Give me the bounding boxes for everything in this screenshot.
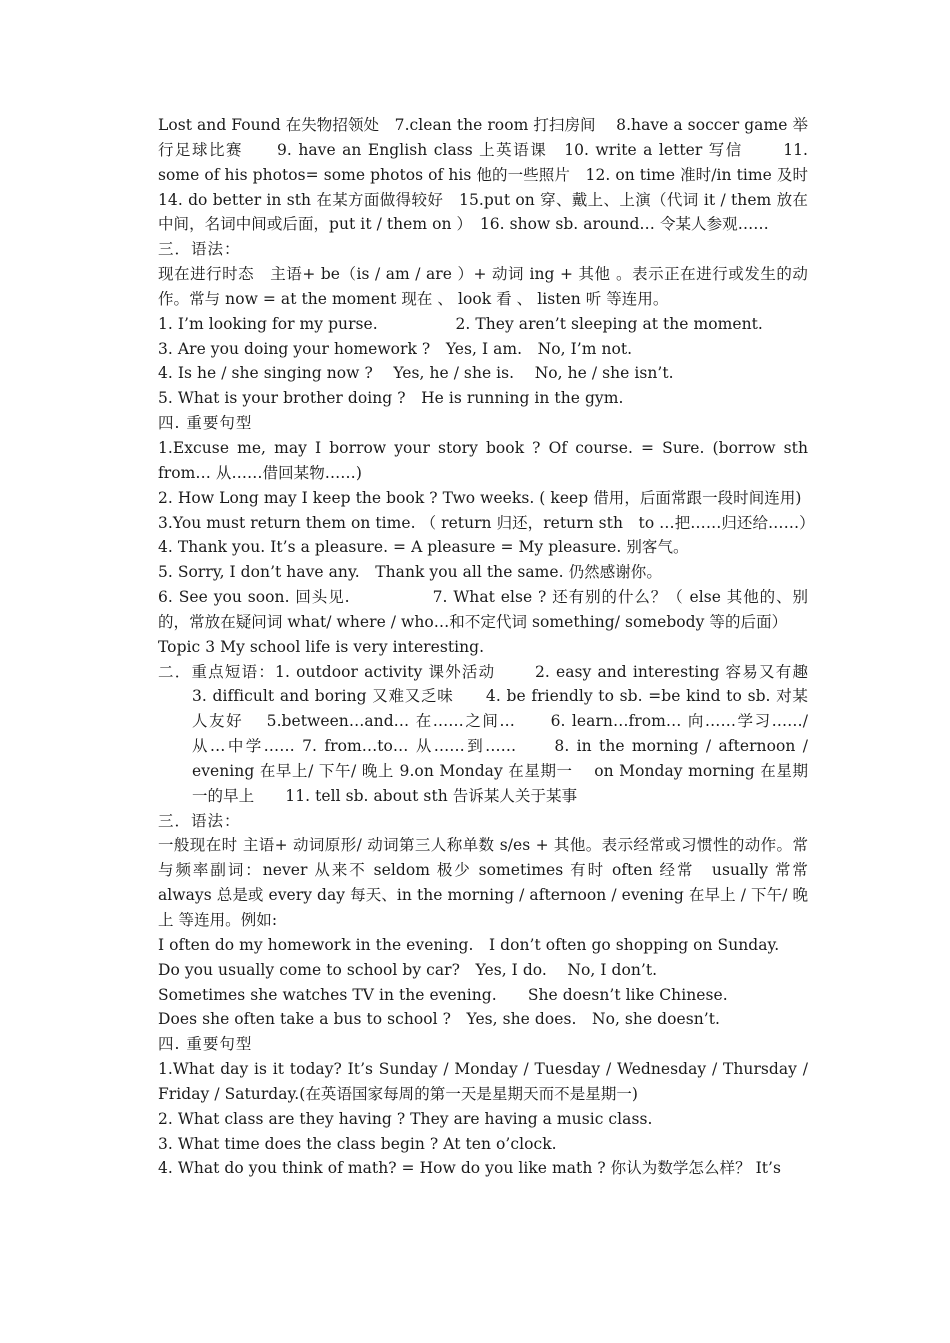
phrase-list-paragraph: Lost and Found 在失物招领处 7.clean the room 打扫房间 8.have a soccer game 举行足球比赛 9. have an English class 上英语课 10. write a letter 写信 11. some of his photos= some photos of his 他的一些照片 12. on time 准时/in time 及时 14. do better in sth 在某方面做得较好 15.put on 穿、戴上、上演（代词 it / them 放在中间，名词中间或后面，put it / them on ） 16. show sb. around… 令某人参观…… [158,116,840,234]
sentence-pattern: 3. What time does the class begin ? At ten o’clock. [158,1134,557,1153]
grammar-heading: 三．语法： [158,811,241,830]
example-line: Do you usually come to school by car? Yes, I do. No, I don’t. [158,960,658,979]
example-line: 3. Are you doing your homework ? Yes, I am. No, I’m not. [158,339,633,358]
grammar-description: 现在进行时态 主语+ be（is / am / are ）+ 动词 ing + 其他 。表示正在进行或发生的动作。常与 now = at the moment 现在 、 look 看 、 listen 听 等连用。 [158,265,808,308]
sentence-pattern: 2. How Long may I keep the book ? Two weeks. ( keep 借用，后面常跟一段时间连用) [158,488,802,507]
sentence-pattern: 4. Thank you. It’s a pleasure. = A pleasure = My pleasure. 别客气。 [158,538,689,557]
grammar-heading: 三．语法： [158,240,241,259]
topic-title: Topic 3 My school life is very interesting. [158,637,485,656]
example-line: I often do my homework in the evening. I don’t often go shopping on Sunday. [158,935,780,954]
sentence-pattern: 2. What class are they having ? They are having a music class. [158,1109,653,1128]
example-line: 4. Is he / she singing now ? Yes, he / she is. No, he / she isn’t. [158,364,674,383]
example-line: 1. I’m looking for my purse. 2. They aren’t sleeping at the moment. [158,314,763,333]
sentence-pattern: 6. See you soon. 回头见. 7. What else ? 还有别的什么？（ else 其他的、别的，常放在疑问词 what/ where / who…和不定代词 something/ somebody 等的后面） [158,588,808,631]
example-line: Sometimes she watches TV in the evening. She doesn’t like Chinese. [158,985,728,1004]
sentence-pattern: 4. What do you think of math? = How do you like math ? 你认为数学怎么样？ It’s [158,1159,782,1178]
document-page [158,113,855,1181]
grammar-description: 一般现在时 主语+ 动词原形/ 动词第三人称单数 s/es + 其他。表示经常或习惯性的动作。常与频率副词：never 从来不 seldom 极少 sometimes 有时 often 经常 usually 常常 always 总是或 every day 每天、in the morning / afternoon / evening 在早上 / 下午/ 晚上 等连用。例如: [158,836,808,929]
sentence-patterns-heading: 四. 重要句型 [158,1035,253,1054]
example-line: Does she often take a bus to school ? Yes, she does. No, she doesn’t. [158,1010,721,1029]
sentence-pattern: 3.You must return them on time. （ return 归还，return sth to …把……归还给……） [158,513,815,532]
sentence-pattern: 1.Excuse me, may I borrow your story book ? Of course. = Sure. (borrow sth from… 从……借回某物……) [158,438,808,482]
sentence-patterns-heading: 四. 重要句型 [158,414,253,433]
sentence-pattern: 1.What day is it today? It’s Sunday / Monday / Tuesday / Wednesday / Thursday / Friday / Saturday.(在英语国家每周的第一天是星期天而不是星期一) [158,1060,808,1103]
key-phrases-paragraph: 二．重点短语：1. outdoor activity 课外活动 2. easy and interesting 容易又有趣 3. difficult and boring 又难又乏味 4. be friendly to sb. =be kind to sb. 对某人友好 5.between…and… 在……之间… 6. learn…from… 向……学习……/ 从…中学…… 7. from…to… 从……到…… 8. in the morning / afternoon / evening 在早上/ 下午/ 晚上 9.on Monday 在星期一 on Monday morning 在星期一的早上 11. tell sb. about sth 告诉某人关于某事 [158,662,855,805]
example-line: 5. What is your brother doing ? He is running in the gym. [158,389,624,408]
sentence-pattern: 5. Sorry, I don’t have any. Thank you all the same. 仍然感谢你。 [158,563,662,582]
